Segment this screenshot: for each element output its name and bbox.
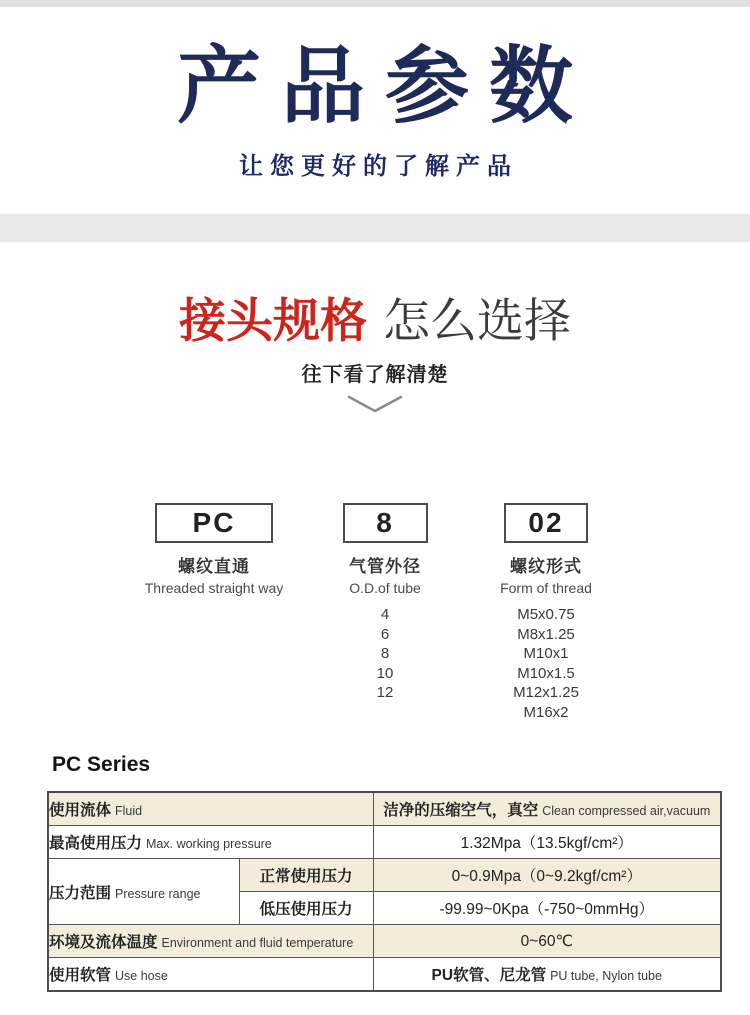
label-cn: 使用软管 [49,967,112,984]
label-en: Environment and fluid temperature [161,936,354,950]
spec-column-thread-form [456,503,636,723]
row-value: 0~60℃ [373,925,721,958]
label-en: Pressure range [115,886,201,901]
label-en: Max. working pressure [146,837,272,851]
value-cn: 洁净的压缩空气，真空 [383,802,539,819]
spec-section-hint: 往下看了解清楚 [301,364,449,386]
row-label [48,826,373,859]
table-row-hose [48,958,721,992]
row-value: 0~0.9Mpa（0~9.2kgf/cm²） [373,859,721,892]
spec-column-prefix [114,503,314,596]
option-item: M16x2 [523,703,569,721]
option-item: 12 [376,684,394,702]
option-item: 4 [380,606,390,623]
thread-form-options [456,605,636,723]
label-en: Fluid [115,804,143,818]
spec-column-tube-od [295,503,475,703]
table-row-temperature [48,925,721,958]
table-row-normal-pressure [48,859,721,892]
option-item: M10x1.5 [517,664,575,682]
value-en: PU tube, Nylon tube [550,969,662,983]
code-box-pc: PC [155,503,273,543]
option-item: 8 [380,645,390,663]
row-sublabel: 低压使用压力 [239,892,373,925]
option-item: 10 [376,664,394,682]
row-label [48,792,373,826]
code-label-cn: 螺纹直通 [178,557,250,576]
table-heading: PC Series [52,753,151,776]
code-label-cn: 气管外径 [349,557,421,576]
row-label [48,925,373,958]
code-box-8: 8 [343,503,428,543]
option-item: M8x1.25 [517,625,575,643]
table-row-max-pressure [48,826,721,859]
code-box-02: 02 [504,503,588,543]
code-label-cn: 螺纹形式 [510,557,582,576]
tube-od-options [295,605,475,703]
table-row-fluid [48,792,721,826]
row-group-label [48,859,239,925]
label-cn: 环境及流体温度 [49,934,158,951]
page-subtitle: 让您更好的了解产品 [239,153,518,180]
label-en: Use hose [115,969,168,983]
code-label-en: Threaded straight way [144,580,284,596]
option-item: M12x1.25 [513,684,579,702]
spec-section-title [0,295,750,347]
value-en: Clean compressed air,vacuum [542,804,711,818]
option-item: 6 [380,625,390,643]
top-divider-bar [0,0,750,7]
option-item: M10x1 [523,645,569,663]
row-value: 1.32Mpa（13.5kgf/cm²） [373,826,721,859]
option-item: M5x0.75 [517,606,575,623]
row-value: -99.99~0Kpa（-750~0mmHg） [373,892,721,925]
label-cn: 最高使用压力 [49,835,143,852]
row-value [373,958,721,992]
section-divider-band [0,214,750,242]
code-label-en: Form of thread [500,580,592,596]
spec-section-title-red: 接头规格 [179,294,367,347]
row-label [48,958,373,992]
page-title: 产品参数 [176,39,593,133]
chevron-down-icon [347,394,403,416]
label-cn: 使用流体 [49,802,112,819]
label-cn: 压力范围 [49,884,112,902]
row-sublabel: 正常使用压力 [239,859,373,892]
value-cn: PU软管、尼龙管 [431,967,547,984]
spec-section-title-gray: 怎么选择 [383,294,571,347]
row-value [373,792,721,826]
code-label-en: O.D.of tube [349,580,421,596]
pc-series-spec-table [47,791,722,992]
